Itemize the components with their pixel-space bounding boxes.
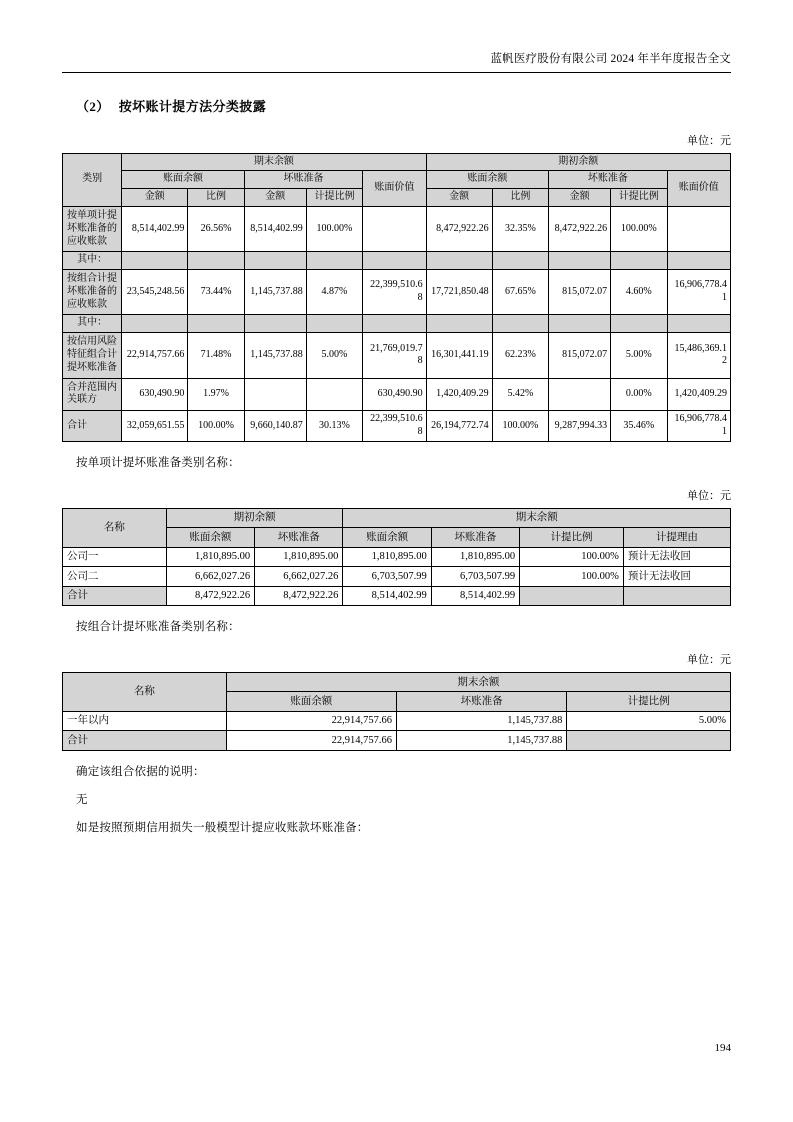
cell-begin-ratio: 62.23%	[492, 333, 548, 378]
cell-begin-bad-ratio: 4.60%	[611, 270, 667, 315]
cell-end-bad: 6,703,507.99	[431, 567, 519, 586]
table-row-total	[63, 411, 731, 442]
cell-reason: 预计无法收回	[623, 567, 730, 586]
table3-caption: 按组合计提坏账准备类别名称：	[76, 621, 240, 634]
cell-spacer	[492, 252, 548, 270]
table1-header-row-2	[63, 171, 731, 189]
portfolio-provision-table	[62, 672, 731, 751]
basis-value: 无	[76, 793, 88, 806]
th-end-bad-debt: 坏账准备	[244, 171, 362, 189]
th-provision-reason: 计提理由	[623, 528, 730, 547]
cell-ratio: 100.00%	[520, 567, 624, 586]
cell-spacer	[549, 315, 611, 333]
cell-end-amount: 630,490.90	[122, 378, 188, 411]
cell-spacer	[188, 252, 244, 270]
row-label-total: 合计	[63, 411, 122, 442]
bad-debt-method-table	[62, 153, 731, 442]
th-provision-ratio: 计提比例	[567, 692, 731, 711]
cell-ratio	[567, 731, 731, 750]
cell-end-ratio: 73.44%	[188, 270, 244, 315]
table-row	[63, 252, 731, 270]
row-label: 按单项计提坏账准备的应收账款	[63, 206, 122, 251]
cell-begin-book: 8,472,922.26	[166, 586, 254, 605]
cell-book: 22,914,757.66	[226, 711, 396, 730]
cell-end-bad-ratio: 30.13%	[306, 411, 362, 442]
cell-book: 22,914,757.66	[226, 731, 396, 750]
cell-end-amount: 22,914,757.66	[122, 333, 188, 378]
cell-spacer	[611, 315, 667, 333]
cell-spacer	[244, 315, 306, 333]
cell-ratio: 100.00%	[520, 547, 624, 566]
row-label: 公司二	[63, 567, 167, 586]
cell-begin-bad-amount: 815,072.07	[549, 333, 611, 378]
table-row	[63, 567, 731, 586]
cell-begin-bad-ratio: 5.00%	[611, 333, 667, 378]
unit-label-table2	[62, 487, 731, 503]
cell-spacer	[306, 315, 362, 333]
cell-end-book: 6,703,507.99	[343, 567, 431, 586]
table-row	[63, 711, 731, 730]
cell-end-bad-amount: 1,145,737.88	[244, 270, 306, 315]
cell-spacer	[306, 252, 362, 270]
th-name: 名称	[63, 673, 227, 712]
th-begin-bad-ratio: 计提比例	[611, 189, 667, 207]
cell-begin-ratio: 67.65%	[492, 270, 548, 315]
cell-end-bad-amount: 1,145,737.88	[244, 333, 306, 378]
cell-begin-ratio: 100.00%	[492, 411, 548, 442]
cell-bad: 1,145,737.88	[396, 731, 566, 750]
cell-begin-amount: 1,420,409.29	[426, 378, 492, 411]
table3-header-row-1	[63, 673, 731, 692]
cell-end-bad-amount: 8,514,402.99	[244, 206, 306, 251]
cell-end-bad: 8,514,402.99	[431, 586, 519, 605]
cell-spacer	[122, 252, 188, 270]
th-begin-bad-debt: 坏账准备	[549, 171, 667, 189]
th-period-begin: 期初余额	[166, 508, 343, 527]
th-provision-ratio: 计提比例	[520, 528, 624, 547]
th-end-book-balance: 账面余额	[343, 528, 431, 547]
cell-spacer	[363, 315, 426, 333]
cell-end-book-value: 21,769,019.78	[363, 333, 426, 378]
basis-label: 确定该组合依据的说明：	[76, 765, 205, 778]
table1-header-row-1	[63, 153, 731, 171]
running-header	[62, 0, 731, 73]
th-begin-book-balance: 账面余额	[426, 171, 549, 189]
th-period-end: 期末余额	[343, 508, 731, 527]
cell-begin-book-value: 16,906,778.41	[667, 411, 730, 442]
row-label: 其中：	[63, 252, 122, 270]
unit-label-text: 单位：元	[687, 654, 731, 667]
cell-begin-bad-amount: 9,287,994.33	[549, 411, 611, 442]
th-end-ratio: 比例	[188, 189, 244, 207]
cell-end-bad-ratio: 5.00%	[306, 333, 362, 378]
cell-end-amount: 32,059,651.55	[122, 411, 188, 442]
cell-spacer	[492, 315, 548, 333]
row-label: 按信用风险特征组合计提坏账准备	[63, 333, 122, 378]
unit-label-table1	[62, 132, 731, 148]
table-row	[63, 315, 731, 333]
th-end-amount: 金额	[122, 189, 188, 207]
cell-end-bad-ratio: 100.00%	[306, 206, 362, 251]
cell-spacer	[667, 315, 730, 333]
th-period-begin: 期初余额	[426, 153, 730, 171]
th-begin-book-balance: 账面余额	[166, 528, 254, 547]
th-bad-debt: 坏账准备	[396, 692, 566, 711]
general-model-label: 如是按照预期信用损失一般模型计提应收账款坏账准备：	[76, 821, 369, 834]
cell-begin-book-value: 1,420,409.29	[667, 378, 730, 411]
cell-spacer	[667, 252, 730, 270]
th-book-balance: 账面余额	[226, 692, 396, 711]
unit-label-table3	[62, 651, 731, 667]
cell-begin-book-value: 16,906,778.41	[667, 270, 730, 315]
table-row	[63, 547, 731, 566]
cell-begin-book: 1,810,895.00	[166, 547, 254, 566]
cell-begin-bad: 1,810,895.00	[255, 547, 343, 566]
table-row-total	[63, 586, 731, 605]
cell-begin-bad-ratio: 100.00%	[611, 206, 667, 251]
row-label: 合并范围内关联方	[63, 378, 122, 411]
cell-spacer	[426, 252, 492, 270]
cell-ratio	[520, 586, 624, 605]
cell-end-bad-ratio: 4.87%	[306, 270, 362, 315]
page-title	[76, 96, 731, 115]
section-number: （2）	[76, 98, 110, 114]
table-row	[63, 206, 731, 251]
cell-begin-bad-ratio: 0.00%	[611, 378, 667, 411]
th-begin-bad-debt: 坏账准备	[255, 528, 343, 547]
cell-end-ratio: 71.48%	[188, 333, 244, 378]
row-label: 按组合计提坏账准备的应收账款	[63, 270, 122, 315]
th-end-bad-debt: 坏账准备	[431, 528, 519, 547]
cell-bad: 1,145,737.88	[396, 711, 566, 730]
cell-begin-amount: 17,721,850.48	[426, 270, 492, 315]
table-row	[63, 270, 731, 315]
th-end-book-balance: 账面余额	[122, 171, 245, 189]
cell-spacer	[188, 315, 244, 333]
cell-begin-book-value	[667, 206, 730, 251]
cell-end-ratio: 26.56%	[188, 206, 244, 251]
cell-begin-bad: 8,472,922.26	[255, 586, 343, 605]
cell-end-book: 8,514,402.99	[343, 586, 431, 605]
cell-begin-amount: 16,301,441.19	[426, 333, 492, 378]
cell-begin-amount: 8,472,922.26	[426, 206, 492, 251]
cell-end-ratio: 100.00%	[188, 411, 244, 442]
cell-spacer	[611, 252, 667, 270]
unit-label-text: 单位：元	[687, 134, 731, 147]
cell-end-bad: 1,810,895.00	[431, 547, 519, 566]
table-row	[63, 333, 731, 378]
row-label-total: 合计	[63, 586, 167, 605]
row-label: 一年以内	[63, 711, 227, 730]
th-end-bad-amount: 金额	[244, 189, 306, 207]
row-label-total: 合计	[63, 731, 227, 750]
th-begin-book-value: 账面价值	[667, 171, 730, 207]
cell-begin-bad-amount: 815,072.07	[549, 270, 611, 315]
cell-ratio: 5.00%	[567, 711, 731, 730]
cell-begin-book: 6,662,027.26	[166, 567, 254, 586]
unit-label-text: 单位：元	[687, 489, 731, 502]
cell-spacer	[244, 252, 306, 270]
th-begin-ratio: 比例	[492, 189, 548, 207]
cell-begin-amount: 26,194,772.74	[426, 411, 492, 442]
cell-spacer	[549, 252, 611, 270]
th-end-bad-ratio: 计提比例	[306, 189, 362, 207]
th-period-end: 期末余额	[122, 153, 426, 171]
section-title-text: 按坏账计提方法分类披露	[118, 98, 267, 114]
row-label: 其中：	[63, 315, 122, 333]
cell-reason	[623, 586, 730, 605]
table-row	[63, 378, 731, 411]
cell-begin-bad-ratio: 35.46%	[611, 411, 667, 442]
table-row-total	[63, 731, 731, 750]
cell-begin-ratio: 32.35%	[492, 206, 548, 251]
cell-end-book: 1,810,895.00	[343, 547, 431, 566]
cell-end-ratio: 1.97%	[188, 378, 244, 411]
cell-end-book-value: 630,490.90	[363, 378, 426, 411]
cell-begin-bad-amount	[549, 378, 611, 411]
th-end-book-value: 账面价值	[363, 171, 426, 207]
th-category: 类别	[63, 153, 122, 206]
cell-spacer	[122, 315, 188, 333]
table2-header-row-1	[63, 508, 731, 527]
cell-reason: 预计无法收回	[623, 547, 730, 566]
cell-begin-book-value: 15,486,369.12	[667, 333, 730, 378]
th-period-end: 期末余额	[226, 673, 730, 692]
cell-end-book-value: 22,399,510.68	[363, 411, 426, 442]
th-begin-amount: 金额	[426, 189, 492, 207]
th-name: 名称	[63, 508, 167, 547]
cell-end-bad-amount: 9,660,140.87	[244, 411, 306, 442]
cell-end-amount: 8,514,402.99	[122, 206, 188, 251]
running-header-text: 蓝帆医疗股份有限公司 2024 年半年度报告全文	[490, 53, 731, 65]
cell-begin-bad-amount: 8,472,922.26	[549, 206, 611, 251]
cell-begin-ratio: 5.42%	[492, 378, 548, 411]
cell-end-amount: 23,545,248.56	[122, 270, 188, 315]
table2-caption: 按单项计提坏账准备类别名称：	[76, 456, 240, 469]
cell-spacer	[363, 252, 426, 270]
cell-begin-bad: 6,662,027.26	[255, 567, 343, 586]
th-begin-bad-amount: 金额	[549, 189, 611, 207]
single-item-provision-table	[62, 508, 731, 606]
cell-end-bad-ratio	[306, 378, 362, 411]
cell-end-bad-amount	[244, 378, 306, 411]
table1-wrapper	[62, 153, 731, 442]
cell-end-book-value	[363, 206, 426, 251]
cell-end-book-value: 22,399,510.68	[363, 270, 426, 315]
row-label: 公司一	[63, 547, 167, 566]
page-number: 194	[714, 1042, 731, 1054]
cell-spacer	[426, 315, 492, 333]
